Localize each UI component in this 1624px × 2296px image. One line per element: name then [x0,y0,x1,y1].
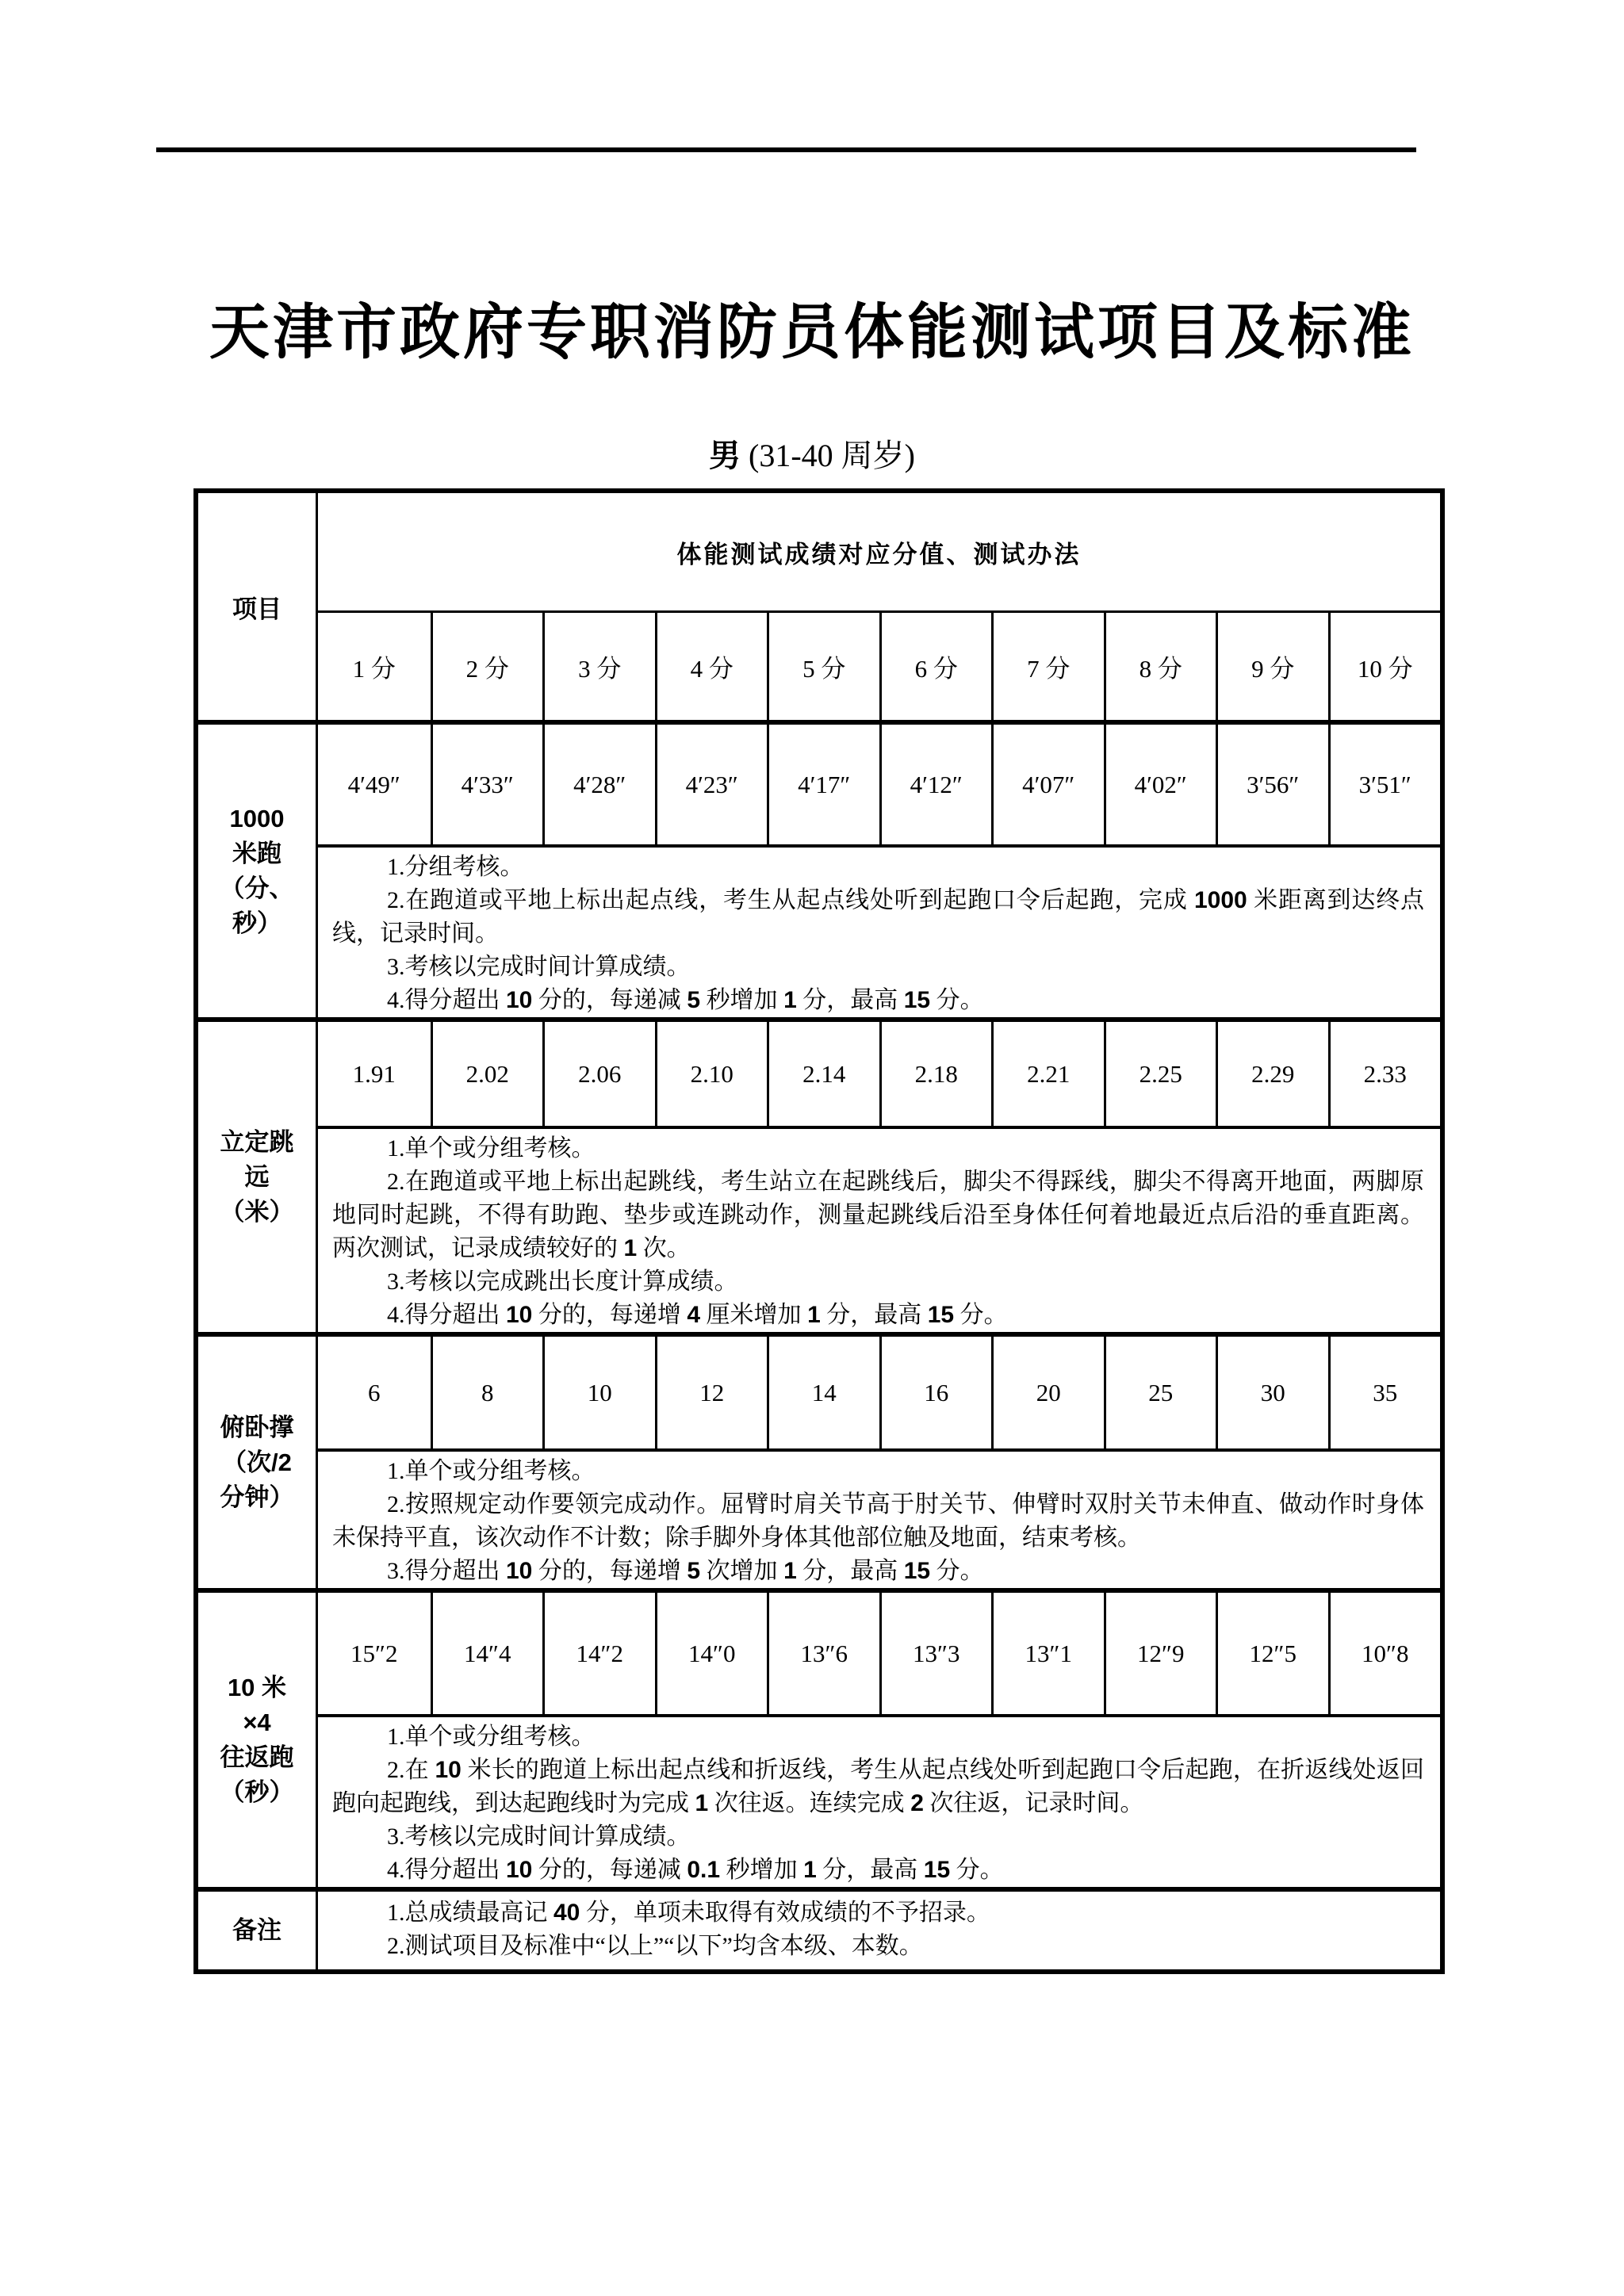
item-label-line: 米跑 [232,839,282,867]
desc-paragraph: 2.按照规定动作要领完成动作。屈臂时肩关节高于肘关节、伸臂时双肘关节未伸直、做动作时身体未保持平直，该次动作不计数；除手脚外身体其他部位触及地面，结束考核。 [332,1491,1424,1551]
score-header-cell: 5 分 [767,613,879,720]
value-cell: 4′49″ [347,770,400,798]
value-cell: 14″0 [655,1593,768,1714]
value-cell: 12″9 [1104,1593,1216,1714]
item-label-line: 远 [244,1162,270,1191]
value-cell: 8 [431,1337,543,1448]
item-label-line: 秒） [232,909,282,937]
value-cell: 4′07″ [991,725,1104,844]
corner-cell: 项目 [198,493,318,720]
value-cell: 13″3 [879,1593,992,1714]
desc-paragraph: 4.得分超出 10 分的，每递减 0.1 秒增加 1 分，最高 15 分。 [387,1857,1004,1883]
test-method-description [318,1129,1440,1332]
item-label-line: 立定跳 [220,1127,294,1156]
value-cell: 6 [368,1378,381,1406]
item-label-line: 往返跑 [220,1743,294,1771]
value-cell: 2.10 [655,1022,768,1126]
desc-paragraph: 3.考核以完成时间计算成绩。 [387,1823,691,1850]
page-subtitle [0,436,1624,476]
note-label: 备注 [198,1892,318,1969]
desc-paragraph: 1.分组考核。 [387,854,524,880]
desc-paragraph: 1.单个或分组考核。 [387,1458,596,1484]
desc-paragraph: 2.在跑道或平地上标出起跳线，考生站立在起跳线后，脚尖不得踩线，脚尖不得离开地面，两脚原地同时起跳，不得有助跑、垫步或连跳动作，测量起跳线后沿至身体任何着地最近点后沿的垂直距离。两次测试，记录成绩较好的 1 次。 [332,1169,1424,1261]
score-header-cell: 7 分 [991,613,1104,720]
test-method-description [318,848,1440,1017]
header-rule [156,147,1416,152]
item-label-line: ×4 [243,1708,271,1736]
score-header-cell: 1 分 [352,655,396,683]
value-cell: 4′17″ [767,725,879,844]
value-cell: 25 [1104,1337,1216,1448]
item-label-line: （秒） [220,1777,294,1806]
desc-paragraph: 3.考核以完成跳出长度计算成绩。 [387,1269,738,1295]
item-body [318,1022,1440,1332]
value-cell: 10 [542,1337,655,1448]
desc-paragraph: 2.测试项目及标准中“以上”“以下”均含本级、本数。 [387,1933,923,1959]
value-cell: 13″6 [767,1593,879,1714]
table-header [198,493,1440,720]
value-cell: 20 [991,1337,1104,1448]
item-label [198,725,318,1017]
value-cell: 4′12″ [879,725,992,844]
value-cell: 12″5 [1216,1593,1328,1714]
value-row [318,1337,1440,1452]
score-header-row [318,613,1440,720]
value-cell: 2.25 [1104,1022,1216,1126]
subtitle-gender: 男 [709,438,741,473]
value-cell: 13″1 [991,1593,1104,1714]
value-cell: 2.21 [991,1022,1104,1126]
value-cell: 12 [655,1337,768,1448]
header-right [318,493,1440,720]
score-header-cell: 3 分 [542,613,655,720]
value-row [318,725,1440,848]
test-method-description [318,1452,1440,1588]
item-label [198,1337,318,1588]
score-header-cell: 10 分 [1328,613,1441,720]
value-cell: 14″2 [542,1593,655,1714]
value-cell: 2.29 [1216,1022,1328,1126]
test-method-description [318,1717,1440,1887]
value-cell: 2.14 [767,1022,879,1126]
item-body [318,1593,1440,1887]
desc-paragraph: 4.得分超出 10 分的，每递增 4 厘米增加 1 分，最高 15 分。 [387,1302,1008,1328]
desc-paragraph: 3.考核以完成时间计算成绩。 [387,954,691,980]
score-header-cell: 6 分 [879,613,992,720]
standards-table [193,488,1445,1974]
value-row [318,1593,1440,1717]
item-label-line: 10 米 [227,1673,287,1701]
desc-paragraph: 4.得分超出 10 分的，每递减 5 秒增加 1 分，最高 15 分。 [387,987,984,1013]
item-row-push-ups [198,1332,1440,1588]
value-cell: 2.18 [879,1022,992,1126]
value-cell: 2.33 [1328,1022,1441,1126]
item-label-line: 俯卧撑 [220,1413,294,1441]
note-row [198,1887,1440,1969]
value-cell: 4′23″ [655,725,768,844]
item-body [318,1337,1440,1588]
desc-paragraph: 3.得分超出 10 分的，每递增 5 次增加 1 分，最高 15 分。 [387,1558,984,1584]
item-row-1000m-run [198,720,1440,1017]
value-cell: 4′33″ [431,725,543,844]
score-header-cell: 4 分 [655,613,768,720]
value-cell: 2.06 [542,1022,655,1126]
value-cell: 15″2 [350,1639,398,1667]
value-cell: 14″4 [431,1593,543,1714]
item-body [318,725,1440,1017]
value-cell: 1.91 [352,1059,396,1088]
value-row [318,1022,1440,1129]
value-cell: 4′28″ [542,725,655,844]
item-row-shuttle-run [198,1588,1440,1887]
value-cell: 14 [767,1337,879,1448]
item-label-line: （米） [220,1197,294,1226]
item-label [198,1022,318,1332]
note-description [318,1892,1440,1969]
subtitle-age-range: (31-40 周岁) [749,438,915,473]
desc-paragraph: 2.在跑道或平地上标出起点线，考生从起点线处听到起跑口令后起跑，完成 1000 米距离到达终点线，记录时间。 [332,887,1425,947]
value-cell: 10″8 [1328,1593,1441,1714]
value-cell: 35 [1328,1337,1441,1448]
value-cell: 3′56″ [1216,725,1328,844]
item-row-standing-long-jump [198,1017,1440,1332]
value-cell: 3′51″ [1328,725,1441,844]
value-cell: 4′02″ [1104,725,1216,844]
desc-paragraph: 2.在 10 米长的跑道上标出起点线和折返线，考生从起点线处听到起跑口令后起跑，在折返线处返回跑向起跑线，到达起跑线时为完成 1 次往返。连续完成 2 次往返，记录时间。 [332,1757,1425,1816]
span-header-cell: 体能测试成绩对应分值、测试办法 [318,493,1440,613]
item-label-line: 分钟） [220,1483,294,1511]
score-header-cell: 2 分 [431,613,543,720]
note-body [318,1892,1440,1969]
value-cell: 16 [879,1337,992,1448]
value-cell: 30 [1216,1337,1328,1448]
item-label [198,1593,318,1887]
desc-paragraph: 1.单个或分组考核。 [387,1135,596,1161]
desc-paragraph: 1.单个或分组考核。 [387,1724,596,1750]
score-header-cell: 8 分 [1104,613,1216,720]
value-cell: 2.02 [431,1022,543,1126]
item-label-line: （分、 [220,874,294,902]
item-label-line: 1000 [229,804,285,832]
desc-paragraph: 1.总成绩最高记 40 分，单项未取得有效成绩的不予招录。 [387,1900,990,1926]
item-label-line: （次/2 [222,1448,292,1476]
page-title: 天津市政府专职消防员体能测试项目及标准 [209,299,1415,366]
score-header-cell: 9 分 [1216,613,1328,720]
